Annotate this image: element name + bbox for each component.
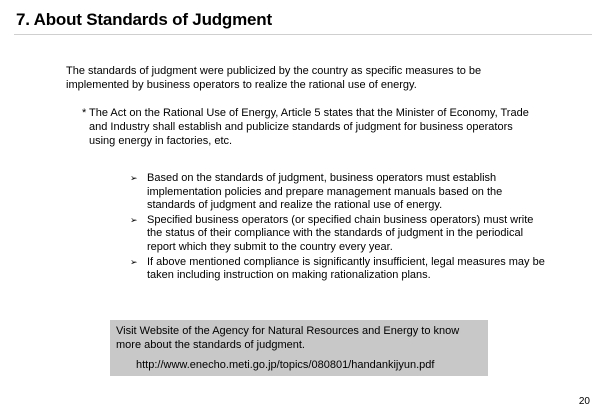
arrow-bullet-icon: ➢ — [130, 173, 138, 183]
bullet-text: Specified business operators (or specified chain business operators) must write the status of their compliance with the standards of judgment in the periodical report which they submit to the country every year. — [147, 213, 534, 253]
bullet-item — [130, 256, 550, 283]
arrow-bullet-icon: ➢ — [130, 256, 138, 267]
bullet-text: Based on the standards of judgment, business operators must establish implementation policies and prepare management manuals based on the standards of judgment and realize the rational use of energy. — [147, 172, 503, 212]
reference-url-link[interactable]: http://www.enecho.meti.go.jp/topics/080801/handankijyun.pdf — [136, 359, 435, 371]
note-asterisk: * — [82, 107, 87, 119]
intro-paragraph: The standards of judgment were publicized by the country as specific measures to be implemented by business operators to realize the rational use of energy. — [66, 65, 482, 91]
act-note — [82, 106, 542, 148]
note-text: The Act on the Rational Use of Energy, Article 5 states that the Minister of Economy, Trade and Industry shall establish and publicize standards of judgment for business operators using energy in factories, etc. — [89, 107, 529, 147]
website-info-box — [110, 320, 488, 376]
slide-title: 7. About Standards of Judgment — [16, 10, 272, 29]
bullet-item — [130, 172, 550, 213]
info-box-text: Visit Website of the Agency for Natural Resources and Energy to know more about the standards of judgment. — [116, 325, 460, 351]
title-divider — [14, 34, 592, 35]
bullet-list — [130, 172, 550, 284]
arrow-bullet-icon: ➢ — [130, 214, 138, 225]
bullet-item — [130, 214, 550, 255]
bullet-text: If above mentioned compliance is significantly insufficient, legal measures may be taken including instruction on making rationalization plans. — [147, 255, 545, 282]
page-number: 20 — [578, 396, 590, 407]
